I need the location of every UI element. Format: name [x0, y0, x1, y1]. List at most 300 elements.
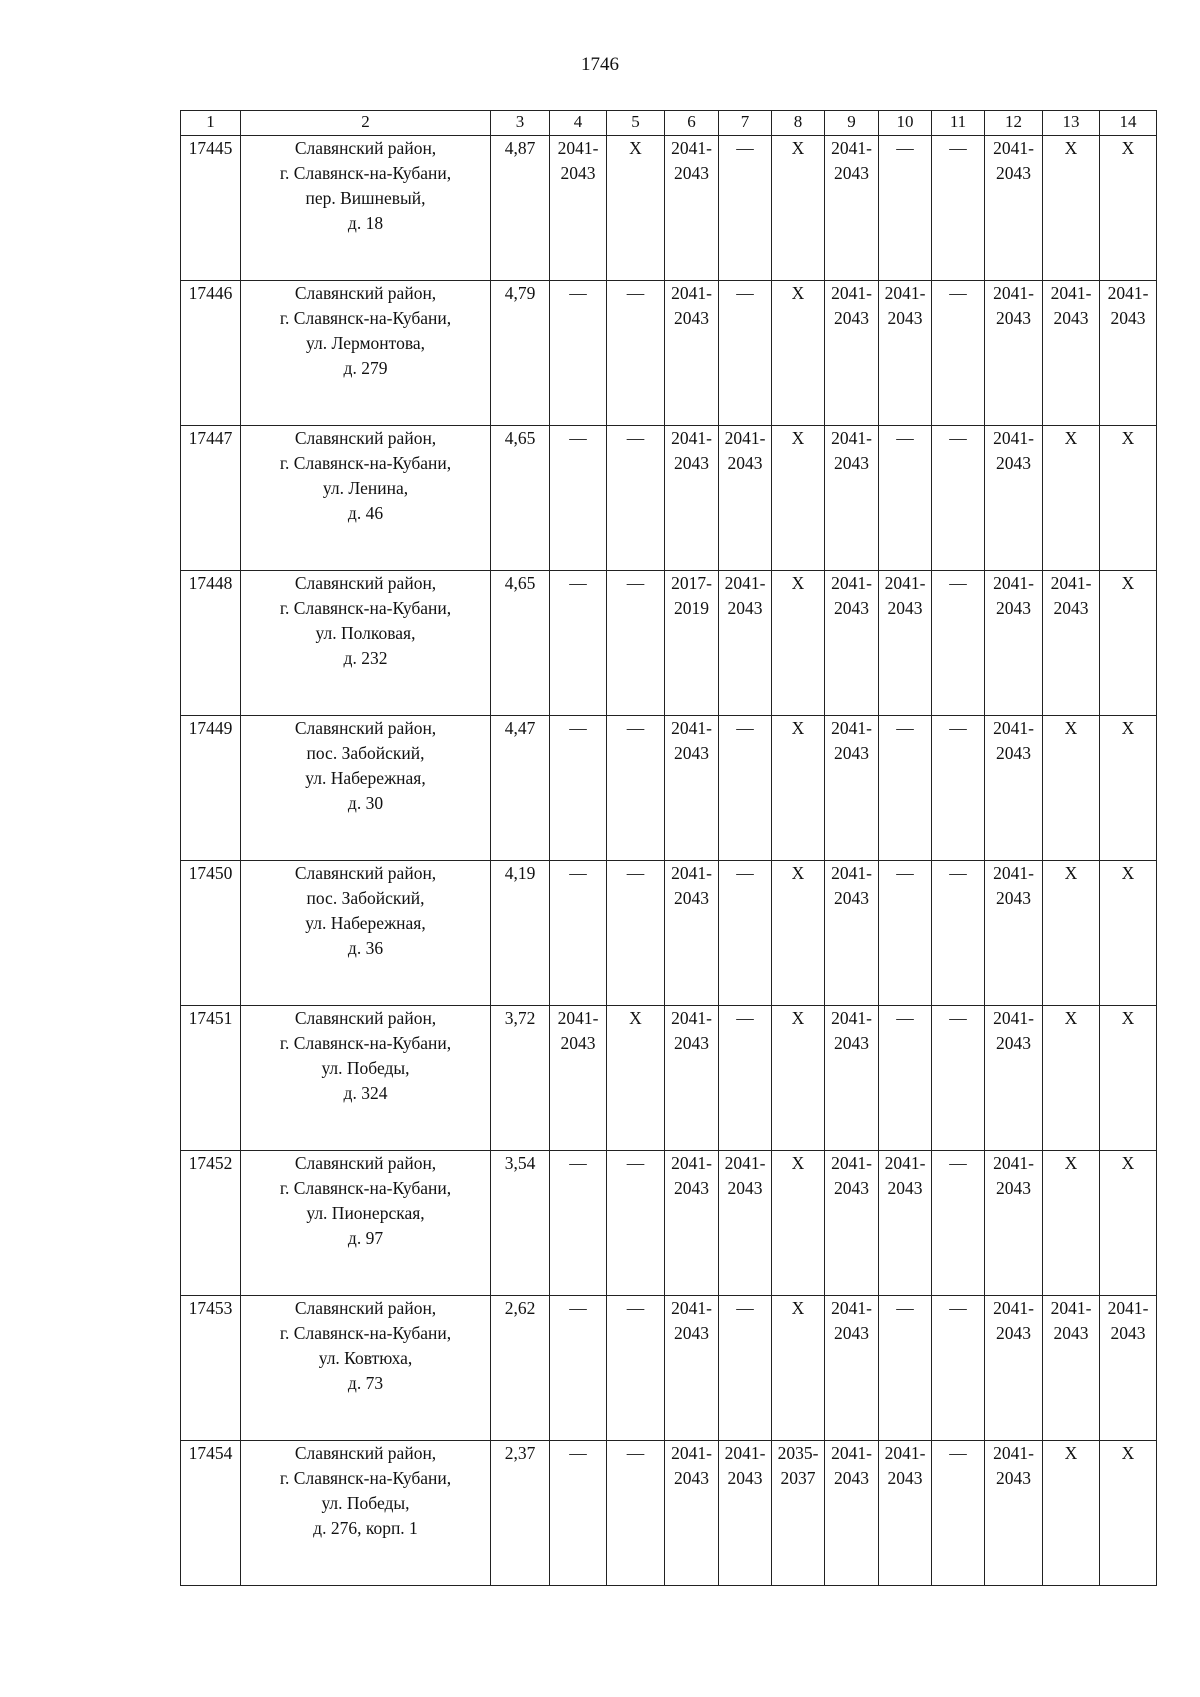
- cell-text: 2043: [674, 1468, 709, 1488]
- cell-text: 2041-: [671, 1443, 712, 1463]
- value-cell: [772, 571, 825, 716]
- value-cell: [665, 1441, 719, 1586]
- cell-text: —: [896, 428, 914, 448]
- row-number: 17450: [181, 861, 241, 1006]
- address-line: Славянский район,: [294, 718, 437, 738]
- value-cell: [1043, 716, 1100, 861]
- cell-text: 2041-: [831, 1298, 872, 1318]
- value-cell: [491, 1151, 550, 1296]
- value-cell: [607, 1151, 665, 1296]
- cell-text: 2043: [996, 163, 1031, 183]
- address-cell: [241, 426, 491, 571]
- cell-text: 2041-: [724, 428, 766, 448]
- address-line: ул. Лермонтова,: [306, 333, 425, 353]
- cell-text: 4,87: [504, 138, 536, 158]
- cell-text: —: [896, 718, 914, 738]
- cell-text: 2043: [674, 1033, 709, 1053]
- address-cell: [241, 136, 491, 281]
- cell-text: 2041-: [671, 1298, 712, 1318]
- value-cell: [491, 426, 550, 571]
- cell-text: Х: [791, 573, 805, 593]
- value-cell: [607, 281, 665, 426]
- cell-text: —: [626, 1443, 645, 1463]
- cell-text: 2043: [834, 1033, 869, 1053]
- address-line: г. Славянск-на-Кубани,: [279, 598, 452, 618]
- cell-text: 2041-: [993, 573, 1034, 593]
- address-line: ул. Победы,: [321, 1493, 410, 1513]
- value-cell: [1043, 281, 1100, 426]
- value-cell: [1100, 1006, 1157, 1151]
- cell-text: 2,37: [504, 1443, 536, 1463]
- address-line: ул. Ленина,: [322, 478, 409, 498]
- value-cell: [607, 1441, 665, 1586]
- cell-text: 2041-: [831, 1008, 872, 1028]
- cell-text: 2043: [887, 1178, 923, 1198]
- cell-text: 2041-: [831, 283, 872, 303]
- value-cell: [772, 1006, 825, 1151]
- page-number: 1746: [581, 54, 619, 75]
- table-row: [181, 716, 1157, 861]
- address-cell: [241, 1151, 491, 1296]
- value-cell: [932, 1151, 985, 1296]
- cell-text: 2043: [674, 453, 709, 473]
- cell-text: —: [949, 283, 967, 303]
- address-line: Славянский район,: [294, 428, 437, 448]
- value-cell: [879, 281, 932, 426]
- cell-text: 2043: [1053, 1323, 1089, 1343]
- value-cell: [1100, 716, 1157, 861]
- row-number: 17447: [181, 426, 241, 571]
- table-row: [181, 1151, 1157, 1296]
- value-cell: [932, 136, 985, 281]
- value-cell: [932, 281, 985, 426]
- cell-text: Х: [1064, 863, 1078, 883]
- address-line: пос. Забойский,: [306, 743, 425, 763]
- table-row: [181, 1006, 1157, 1151]
- value-cell: [1100, 426, 1157, 571]
- column-header: 1: [181, 111, 241, 136]
- cell-text: 2043: [674, 308, 709, 328]
- cell-text: 2041-: [884, 573, 926, 593]
- table-row: [181, 571, 1157, 716]
- cell-text: —: [736, 1008, 754, 1028]
- value-cell: [491, 1441, 550, 1586]
- cell-text: Х: [1064, 138, 1078, 158]
- cell-text: Х: [791, 283, 805, 303]
- cell-text: 2043: [1110, 308, 1146, 328]
- value-cell: [491, 136, 550, 281]
- cell-text: 2,62: [504, 1298, 536, 1318]
- cell-text: —: [626, 573, 645, 593]
- cell-text: 2041-: [724, 1443, 766, 1463]
- cell-text: Х: [1121, 863, 1135, 883]
- value-cell: [879, 426, 932, 571]
- value-cell: [825, 571, 879, 716]
- cell-text: 2043: [560, 1033, 596, 1053]
- value-cell: [1043, 1151, 1100, 1296]
- cell-text: 4,65: [504, 573, 536, 593]
- value-cell: [1043, 1296, 1100, 1441]
- address-cell: [241, 571, 491, 716]
- value-cell: [932, 1296, 985, 1441]
- value-cell: [665, 281, 719, 426]
- row-number: 17446: [181, 281, 241, 426]
- value-cell: [719, 571, 772, 716]
- cell-text: 2043: [996, 1178, 1031, 1198]
- cell-text: 2037: [780, 1468, 816, 1488]
- value-cell: [985, 716, 1043, 861]
- column-header: 12: [985, 111, 1043, 136]
- cell-text: —: [626, 1153, 645, 1173]
- cell-text: —: [736, 718, 754, 738]
- value-cell: [491, 1296, 550, 1441]
- address-line: г. Славянск-на-Кубани,: [279, 453, 452, 473]
- value-cell: [879, 1441, 932, 1586]
- value-cell: [491, 571, 550, 716]
- value-cell: [1043, 861, 1100, 1006]
- column-header: 11: [932, 111, 985, 136]
- value-cell: [772, 861, 825, 1006]
- cell-text: 2041-: [671, 863, 712, 883]
- cell-text: 2043: [996, 1033, 1031, 1053]
- value-cell: [550, 1151, 607, 1296]
- cell-text: —: [736, 863, 754, 883]
- address-cell: [241, 716, 491, 861]
- cell-text: 2041-: [671, 138, 712, 158]
- table-row: [181, 861, 1157, 1006]
- value-cell: [665, 1006, 719, 1151]
- cell-text: —: [569, 1298, 587, 1318]
- value-cell: [719, 136, 772, 281]
- value-cell: [932, 861, 985, 1006]
- value-cell: [932, 716, 985, 861]
- cell-text: Х: [629, 138, 642, 158]
- cell-text: —: [896, 1008, 914, 1028]
- value-cell: [1100, 1441, 1157, 1586]
- address-cell: [241, 1296, 491, 1441]
- cell-text: —: [626, 428, 645, 448]
- cell-text: —: [569, 1153, 587, 1173]
- cell-text: Х: [1121, 428, 1135, 448]
- address-line: г. Славянск-на-Кубани,: [279, 1323, 452, 1343]
- address-line: ул. Набережная,: [305, 768, 426, 788]
- cell-text: 2041-: [671, 1008, 712, 1028]
- cell-text: Х: [791, 428, 805, 448]
- cell-text: 2041-: [993, 428, 1034, 448]
- value-cell: [550, 571, 607, 716]
- value-cell: [719, 426, 772, 571]
- cell-text: —: [949, 718, 967, 738]
- address-cell: [241, 861, 491, 1006]
- cell-text: 2041-: [993, 283, 1034, 303]
- address-line: д. 18: [347, 213, 384, 233]
- value-cell: [985, 1296, 1043, 1441]
- address-line: д. 30: [347, 793, 384, 813]
- cell-text: 2041-: [1107, 1298, 1149, 1318]
- cell-text: 2043: [674, 888, 709, 908]
- address-line: д. 46: [347, 503, 384, 523]
- cell-text: 2041-: [993, 1008, 1034, 1028]
- value-cell: [825, 861, 879, 1006]
- cell-text: —: [569, 718, 587, 738]
- cell-text: 2041-: [671, 283, 712, 303]
- cell-text: 2041-: [993, 718, 1034, 738]
- table-body: [181, 136, 1157, 1586]
- cell-text: 2043: [887, 1468, 923, 1488]
- cell-text: —: [896, 863, 914, 883]
- cell-text: 2041-: [831, 428, 872, 448]
- row-number: 17453: [181, 1296, 241, 1441]
- value-cell: [607, 571, 665, 716]
- cell-text: Х: [1121, 573, 1135, 593]
- value-cell: [772, 1441, 825, 1586]
- address-line: Славянский район,: [294, 1443, 437, 1463]
- cell-text: Х: [1121, 1008, 1135, 1028]
- value-cell: [772, 1151, 825, 1296]
- address-line: Славянский район,: [294, 1153, 437, 1173]
- cell-text: 2043: [996, 1468, 1031, 1488]
- cell-text: —: [569, 1443, 587, 1463]
- address-line: Славянский район,: [294, 573, 437, 593]
- address-line: г. Славянск-на-Кубани,: [279, 308, 452, 328]
- cell-text: 2041-: [993, 1443, 1034, 1463]
- value-cell: [1043, 571, 1100, 716]
- value-cell: [1043, 1441, 1100, 1586]
- value-cell: [719, 1296, 772, 1441]
- cell-text: —: [736, 138, 754, 158]
- row-number: 17451: [181, 1006, 241, 1151]
- address-line: ул. Набережная,: [305, 913, 426, 933]
- value-cell: [879, 1006, 932, 1151]
- cell-text: Х: [1121, 1153, 1135, 1173]
- cell-text: Х: [1121, 138, 1135, 158]
- value-cell: [665, 716, 719, 861]
- cell-text: —: [949, 1153, 967, 1173]
- column-header: 2: [241, 111, 491, 136]
- cell-text: 2043: [834, 1178, 869, 1198]
- cell-text: Х: [1064, 1153, 1078, 1173]
- cell-text: 2043: [674, 1178, 709, 1198]
- value-cell: [607, 426, 665, 571]
- value-cell: [1100, 861, 1157, 1006]
- value-cell: [985, 1151, 1043, 1296]
- cell-text: 2043: [834, 308, 869, 328]
- address-line: пер. Вишневый,: [305, 188, 426, 208]
- value-cell: [1100, 1296, 1157, 1441]
- value-cell: [491, 861, 550, 1006]
- value-cell: [550, 1006, 607, 1151]
- value-cell: [879, 1151, 932, 1296]
- cell-text: Х: [791, 718, 805, 738]
- cell-text: 2041-: [993, 1298, 1034, 1318]
- value-cell: [985, 426, 1043, 571]
- cell-text: —: [736, 1298, 754, 1318]
- cell-text: —: [626, 283, 645, 303]
- cell-text: —: [949, 1443, 967, 1463]
- cell-text: —: [569, 573, 587, 593]
- value-cell: [550, 716, 607, 861]
- address-line: д. 232: [343, 648, 388, 668]
- value-cell: [825, 426, 879, 571]
- value-cell: [879, 861, 932, 1006]
- table-row: [181, 281, 1157, 426]
- value-cell: [772, 716, 825, 861]
- cell-text: —: [736, 283, 754, 303]
- cell-text: —: [949, 1298, 967, 1318]
- cell-text: 2043: [674, 163, 709, 183]
- value-cell: [879, 571, 932, 716]
- value-cell: [665, 136, 719, 281]
- column-header: 4: [550, 111, 607, 136]
- value-cell: [985, 1006, 1043, 1151]
- address-cell: [241, 1006, 491, 1151]
- cell-text: 2043: [674, 743, 709, 763]
- value-cell: [550, 136, 607, 281]
- value-cell: [772, 136, 825, 281]
- row-number: 17445: [181, 136, 241, 281]
- column-header: 7: [719, 111, 772, 136]
- cell-text: 2041-: [1050, 573, 1092, 593]
- cell-text: 2041-: [1050, 1298, 1092, 1318]
- cell-text: 2041-: [724, 1153, 766, 1173]
- cell-text: —: [949, 863, 967, 883]
- value-cell: [665, 1296, 719, 1441]
- value-cell: [665, 1151, 719, 1296]
- value-cell: [1043, 1006, 1100, 1151]
- value-cell: [985, 861, 1043, 1006]
- address-line: Славянский район,: [294, 1008, 437, 1028]
- cell-text: —: [896, 138, 914, 158]
- address-line: г. Славянск-на-Кубани,: [279, 1468, 452, 1488]
- value-cell: [985, 1441, 1043, 1586]
- column-header: 5: [607, 111, 665, 136]
- cell-text: 2043: [996, 743, 1031, 763]
- table-row: [181, 136, 1157, 281]
- address-line: Славянский район,: [294, 1298, 437, 1318]
- table-row: [181, 1296, 1157, 1441]
- value-cell: [607, 136, 665, 281]
- value-cell: [825, 716, 879, 861]
- cell-text: —: [626, 863, 645, 883]
- value-cell: [550, 1441, 607, 1586]
- cell-text: 2041-: [1107, 283, 1149, 303]
- address-line: д. 97: [347, 1228, 384, 1248]
- cell-text: —: [569, 283, 587, 303]
- cell-text: 2043: [996, 888, 1031, 908]
- cell-text: Х: [1121, 1443, 1135, 1463]
- cell-text: 2041-: [884, 1153, 926, 1173]
- table-row: [181, 426, 1157, 571]
- column-header: 9: [825, 111, 879, 136]
- row-number: 17452: [181, 1151, 241, 1296]
- cell-text: 3,54: [504, 1153, 536, 1173]
- value-cell: [932, 426, 985, 571]
- value-cell: [1100, 281, 1157, 426]
- value-cell: [825, 1151, 879, 1296]
- value-cell: [879, 1296, 932, 1441]
- cell-text: 2043: [834, 163, 869, 183]
- cell-text: 2041-: [993, 138, 1034, 158]
- value-cell: [1100, 571, 1157, 716]
- cell-text: 3,72: [504, 1008, 536, 1028]
- cell-text: Х: [791, 1008, 805, 1028]
- address-line: г. Славянск-на-Кубани,: [279, 1033, 452, 1053]
- cell-text: Х: [1064, 1008, 1078, 1028]
- address-line: Славянский район,: [294, 283, 437, 303]
- cell-text: Х: [791, 863, 805, 883]
- address-line: ул. Пионерская,: [306, 1203, 425, 1223]
- cell-text: 2041-: [831, 1443, 872, 1463]
- address-line: г. Славянск-на-Кубани,: [279, 1178, 452, 1198]
- cell-text: 2043: [1110, 1323, 1146, 1343]
- value-cell: [1100, 1151, 1157, 1296]
- cell-text: Х: [1064, 718, 1078, 738]
- cell-text: 2043: [1053, 598, 1089, 618]
- value-cell: [665, 861, 719, 1006]
- address-line: д. 36: [347, 938, 384, 958]
- address-line: г. Славянск-на-Кубани,: [279, 163, 452, 183]
- cell-text: 2043: [727, 1178, 763, 1198]
- cell-text: 2041-: [1050, 283, 1092, 303]
- column-header: 8: [772, 111, 825, 136]
- cell-text: 2043: [996, 1323, 1031, 1343]
- value-cell: [1043, 426, 1100, 571]
- cell-text: Х: [791, 1153, 805, 1173]
- cell-text: 2043: [727, 1468, 763, 1488]
- value-cell: [491, 281, 550, 426]
- cell-text: Х: [1064, 428, 1078, 448]
- value-cell: [932, 571, 985, 716]
- value-cell: [825, 1441, 879, 1586]
- value-cell: [825, 1296, 879, 1441]
- address-line: д. 279: [343, 358, 388, 378]
- cell-text: 2043: [834, 743, 869, 763]
- cell-text: 2041-: [671, 718, 712, 738]
- cell-text: 2041-: [993, 863, 1034, 883]
- cell-text: 2041-: [671, 428, 712, 448]
- cell-text: 2041-: [831, 863, 872, 883]
- table-header: [181, 111, 1157, 136]
- column-header: 10: [879, 111, 932, 136]
- cell-text: 4,65: [504, 428, 536, 448]
- cell-text: 2041-: [557, 138, 599, 158]
- table-row: [181, 1441, 1157, 1586]
- cell-text: 2041-: [884, 1443, 926, 1463]
- cell-text: —: [896, 1298, 914, 1318]
- cell-text: —: [949, 1008, 967, 1028]
- cell-text: —: [949, 573, 967, 593]
- cell-text: 2043: [674, 1323, 709, 1343]
- cell-text: 2041-: [831, 1153, 872, 1173]
- cell-text: 4,47: [504, 718, 536, 738]
- value-cell: [491, 1006, 550, 1151]
- cell-text: 2043: [727, 453, 763, 473]
- address-line: ул. Ковтюха,: [318, 1348, 413, 1368]
- cell-text: 2043: [996, 308, 1031, 328]
- cell-text: 4,19: [504, 863, 536, 883]
- value-cell: [550, 1296, 607, 1441]
- cell-text: Х: [1121, 718, 1135, 738]
- cell-text: 2043: [996, 453, 1031, 473]
- cell-text: 2041-: [884, 283, 926, 303]
- address-line: ул. Победы,: [321, 1058, 410, 1078]
- cell-text: 2043: [560, 163, 596, 183]
- value-cell: [550, 426, 607, 571]
- value-cell: [719, 1151, 772, 1296]
- value-cell: [879, 136, 932, 281]
- cell-text: Х: [1064, 1443, 1078, 1463]
- value-cell: [550, 281, 607, 426]
